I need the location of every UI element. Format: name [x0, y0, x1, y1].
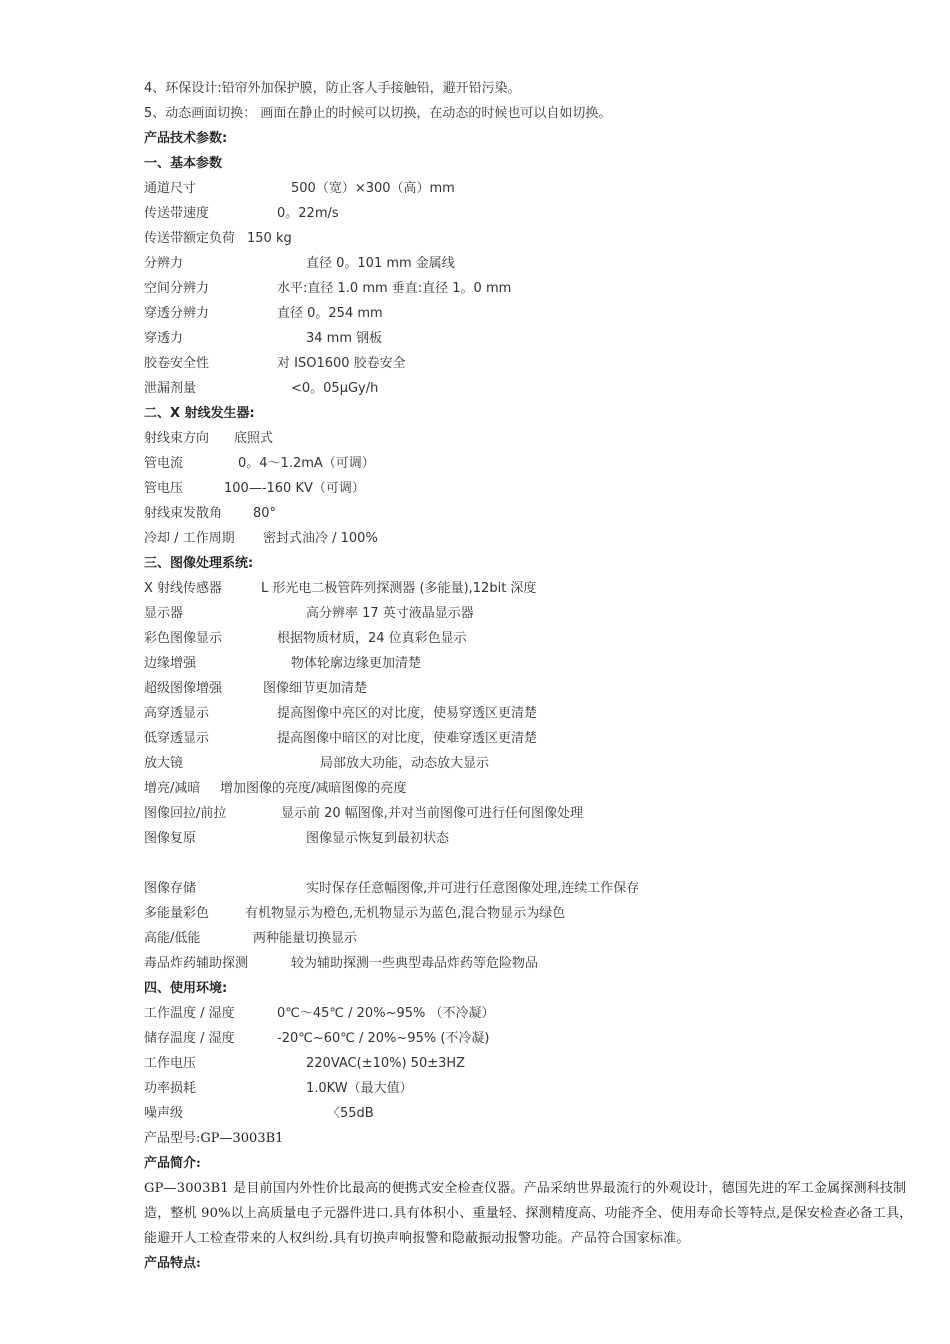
spec-value: 局部放大功能，动态放大显示	[320, 756, 490, 771]
spec-value: 根据物质材质，24 位真彩色显示	[277, 631, 467, 646]
spec-value: 100—-160 KV（可调）	[224, 481, 365, 496]
model-line: 产品型号:GP—3003B1	[144, 1131, 284, 1146]
spec-label: 传送带速度	[144, 206, 210, 221]
spec-value: 物体轮廓边缘更加清楚	[291, 656, 422, 671]
spec-row	[144, 376, 924, 401]
spec-value: 两种能量切换显示	[253, 931, 358, 946]
spec-label: 图像回拉/前拉	[144, 806, 227, 821]
spec-label: 冷却 / 工作周期	[144, 531, 235, 546]
spec-value: -20℃~60℃ / 20%~95% (不冷凝)	[277, 1031, 490, 1046]
spec-label: 增亮/减暗	[144, 781, 201, 796]
spec-label: 放大镜	[144, 756, 184, 771]
spec-value: 高分辨率 17 英寸液晶显示器	[306, 606, 474, 621]
spec-label: 多能量彩色	[144, 906, 210, 921]
spec-row	[144, 476, 924, 501]
spec-value: 〈55dB	[327, 1106, 374, 1121]
spec-title: 产品技术参数:	[144, 131, 228, 146]
spec-value: 80°	[253, 506, 277, 521]
spec-row	[144, 626, 924, 651]
intro-title: 产品简介:	[144, 1156, 201, 1171]
spec-label: 毒品炸药辅助探测	[144, 956, 249, 971]
spec-row	[144, 301, 924, 326]
spec-value: 提高图像中亮区的对比度，使易穿透区更清楚	[277, 706, 538, 721]
spec-value: 图像细节更加清楚	[263, 681, 368, 696]
spec-value: 水平:直径 1.0 mm 垂直:直径 1。0 mm	[277, 281, 512, 296]
spec-value: 0℃～45℃ / 20%~95% （不冷凝）	[277, 1006, 495, 1021]
spec-label: 工作温度 / 湿度	[144, 1006, 235, 1021]
spec-value: 0。22m/s	[277, 206, 339, 221]
spec-label: 功率损耗	[144, 1081, 197, 1096]
spec-value: L 形光电二极管阵列探测器 (多能量),12bit 深度	[261, 581, 537, 596]
spec-label: 泄漏剂量	[144, 381, 197, 396]
spec-value: 150 kg	[247, 231, 292, 246]
spec-value: 底照式	[234, 431, 274, 446]
section-heading-imaging: 三、图像处理系统:	[144, 556, 254, 571]
intro-paragraph: GP—3003B1 是目前国内外性价比最高的便携式安全检查仪器。产品采纳世界最流行的外观设计，德国先进的军工金属探测科技制造，整机 90%以上高质量电子元器件进口.具有体积小、重量轻、探测精度高、功能齐全、使用寿命长等特点,是保安检查必备工具，能避开人工检查带来的人权纠纷.具有切换声响报警和隐蔽振动报警功能。产品符合国家标准。	[144, 1181, 913, 1246]
spec-label: 管电流	[144, 456, 184, 471]
spec-value: 500（宽）×300（高）mm	[291, 181, 455, 196]
intro-line: 5、动态画面切换： 画面在静止的时候可以切换，在动态的时候也可以自如切换。	[144, 106, 612, 121]
spec-row	[144, 276, 924, 301]
spec-value: 0。4～1.2mA（可调）	[238, 456, 375, 471]
spec-row	[144, 1101, 924, 1126]
spec-row	[144, 1026, 924, 1051]
spec-row	[144, 1001, 924, 1026]
spec-row	[144, 926, 924, 951]
spec-label: 空间分辨力	[144, 281, 210, 296]
spec-row	[144, 576, 924, 601]
spec-row	[144, 601, 924, 626]
spec-label: X 射线传感器	[144, 581, 223, 596]
spec-row	[144, 676, 924, 701]
spec-row	[144, 201, 924, 226]
spec-value: 图像显示恢复到最初状态	[306, 831, 450, 846]
spec-label: 噪声级	[144, 1106, 184, 1121]
spec-value: 220VAC(±10%) 50±3HZ	[306, 1056, 466, 1071]
intro-line: 4、环保设计:铅帘外加保护膜，防止客人手接触铅，避开铅污染。	[144, 81, 521, 96]
spec-value: 1.0KW（最大值）	[306, 1081, 413, 1096]
spec-row	[144, 776, 924, 801]
spec-label: 胶卷安全性	[144, 356, 210, 371]
spec-row	[144, 726, 924, 751]
spec-row	[144, 701, 924, 726]
spec-row	[144, 351, 924, 376]
spec-row	[144, 751, 924, 776]
spec-label: 通道尺寸	[144, 181, 197, 196]
spec-label: 显示器	[144, 606, 184, 621]
spec-row	[144, 651, 924, 676]
spec-label: 分辨力	[144, 256, 184, 271]
spec-row	[144, 901, 924, 926]
spec-row	[144, 451, 924, 476]
spec-row	[144, 1076, 924, 1101]
spec-row	[144, 951, 924, 976]
spec-value: 显示前 20 幅图像,并对当前图像可进行任何图像处理	[281, 806, 583, 821]
spec-label: 穿透分辨力	[144, 306, 210, 321]
spec-label: 工作电压	[144, 1056, 197, 1071]
spec-value: 密封式油冷 / 100%	[263, 531, 378, 546]
document-page	[144, 76, 924, 1276]
spec-value: 较为辅助探测一些典型毒品炸药等危险物品	[291, 956, 539, 971]
spec-row	[144, 876, 924, 901]
spec-label: 超级图像增强	[144, 681, 223, 696]
spec-label: 图像存储	[144, 881, 197, 896]
spec-label: 射线束发散角	[144, 506, 223, 521]
spec-value: 有机物显示为橙色,无机物显示为蓝色,混合物显示为绿色	[245, 906, 566, 921]
spec-value: 增加图像的亮度/减暗图像的亮度	[220, 781, 407, 796]
spec-label: 穿透力	[144, 331, 184, 346]
spec-value: 实时保存任意幅图像,并可进行任意图像处理,连续工作保存	[306, 881, 640, 896]
spec-label: 彩色图像显示	[144, 631, 223, 646]
spec-value: 提高图像中暗区的对比度，使难穿透区更清楚	[277, 731, 538, 746]
spec-row	[144, 251, 924, 276]
spec-label: 储存温度 / 湿度	[144, 1031, 235, 1046]
section-heading-xray: 二、X 射线发生器:	[144, 406, 255, 421]
spec-row	[144, 226, 924, 251]
section-heading-basic: 一、基本参数	[144, 156, 223, 171]
spec-value: <0。05μGy/h	[291, 381, 379, 396]
spec-row	[144, 176, 924, 201]
spec-value: 直径 0。254 mm	[277, 306, 383, 321]
spec-label: 高穿透显示	[144, 706, 210, 721]
spec-row	[144, 326, 924, 351]
blank-line	[144, 851, 924, 876]
spec-label: 传送带额定负荷	[144, 231, 236, 246]
spec-row	[144, 1051, 924, 1076]
spec-label: 射线束方向	[144, 431, 210, 446]
spec-label: 边缘增强	[144, 656, 197, 671]
spec-label: 图像复原	[144, 831, 197, 846]
spec-row	[144, 526, 924, 551]
spec-label: 高能/低能	[144, 931, 201, 946]
spec-row	[144, 826, 924, 851]
spec-label: 低穿透显示	[144, 731, 210, 746]
spec-row	[144, 801, 924, 826]
features-title: 产品特点:	[144, 1256, 201, 1271]
spec-value: 对 ISO1600 胶卷安全	[277, 356, 406, 371]
spec-value: 直径 0。101 mm 金属线	[306, 256, 455, 271]
spec-row	[144, 426, 924, 451]
section-heading-environment: 四、使用环境:	[144, 981, 228, 996]
spec-row	[144, 501, 924, 526]
spec-value: 34 mm 钢板	[306, 331, 383, 346]
spec-label: 管电压	[144, 481, 184, 496]
